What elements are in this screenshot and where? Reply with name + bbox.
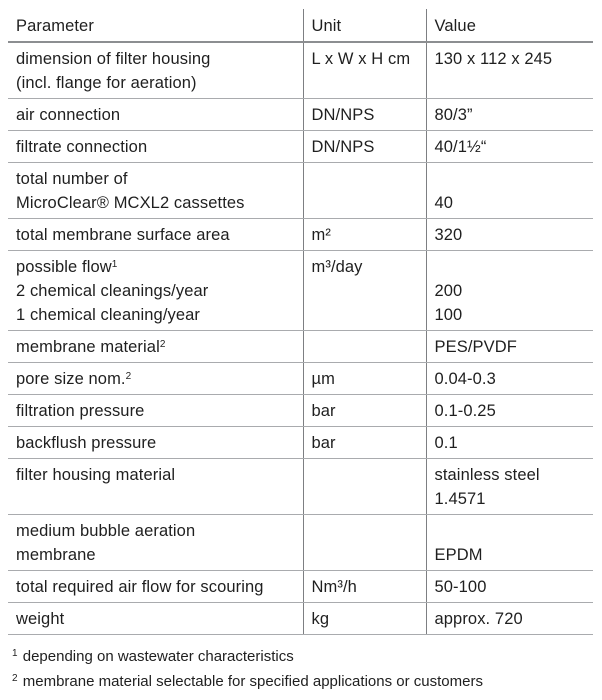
parameter-cell [8,395,303,427]
footnote-text: membrane material selectable for specified applications or customers [22,673,483,690]
unit-cell [303,42,426,99]
cell-text: kg [311,610,330,628]
table-row [8,99,593,131]
cell-line [16,167,297,191]
cell-text: bar [311,402,336,420]
parameter-cell [8,99,303,131]
table-row [8,219,593,251]
unit-cell [303,515,426,571]
cell-text: MicroClear® MCXL2 cassettes [16,194,245,212]
cell-text: air connection [16,106,121,124]
cell-line [16,519,297,543]
table-row [8,163,593,219]
cell-line [16,335,297,359]
cell-line [16,543,297,567]
cell-text: (incl. flange for aeration) [16,74,197,92]
footnote-reference: 1 [111,259,118,270]
cell-line [16,303,297,327]
unit-cell [303,395,426,427]
unit-cell [303,427,426,459]
cell-line [435,47,588,71]
parameter-cell [8,251,303,331]
cell-text: dimension of filter housing [16,50,211,68]
unit-cell [303,459,426,515]
cell-line [435,103,588,127]
cell-line [16,607,297,631]
cell-text: 320 [434,226,463,244]
value-cell [426,331,593,363]
cell-line [435,399,588,423]
cell-text: 100 [434,306,463,324]
parameter-cell [8,459,303,515]
cell-text: 0.1 [434,434,458,452]
parameter-cell [8,571,303,603]
cell-line [312,47,420,71]
value-cell [426,251,593,331]
cell-line [312,103,420,127]
cell-text: 40 [434,194,454,212]
unit-cell [303,99,426,131]
cell-line [16,103,297,127]
parameter-cell [8,219,303,251]
cell-text: 80/3” [434,106,473,124]
cell-line [435,487,588,511]
cell-line [16,191,297,215]
unit-cell [303,251,426,331]
cell-text: bar [311,434,336,452]
cell-line [16,399,297,423]
value-cell [426,459,593,515]
header-parameter: Parameter [8,9,303,42]
cell-line [435,255,588,279]
cell-text: possible flow [16,258,112,276]
parameter-cell [8,427,303,459]
table-row [8,571,593,603]
cell-text: 40/1½“ [434,138,487,156]
footnote-text: depending on wastewater characteristics [22,648,294,665]
unit-cell [303,163,426,219]
cell-line [435,519,588,543]
value-cell [426,363,593,395]
cell-line [435,135,588,159]
cell-line [435,167,588,191]
table-header-row [8,9,593,42]
cell-line [312,367,420,391]
cell-text: DN/NPS [311,138,375,156]
cell-text: m² [311,226,331,244]
cell-text: 200 [434,282,463,300]
cell-line [312,135,420,159]
cell-text: L x W x H cm [311,50,411,68]
cell-text: 130 x 112 x 245 [434,50,553,68]
table-row [8,395,593,427]
cell-text: pore size nom. [16,370,126,388]
table-row [8,603,593,635]
cell-text: total required air flow for scouring [16,578,264,596]
table-row [8,131,593,163]
cell-text: membrane [16,546,96,564]
parameter-cell [8,42,303,99]
cell-text: DN/NPS [311,106,375,124]
table-row [8,331,593,363]
table-row [8,42,593,99]
table-row [8,515,593,571]
cell-line [435,223,588,247]
cell-text: approx. 720 [434,610,523,628]
table-row [8,363,593,395]
cell-text: weight [16,610,65,628]
value-cell [426,427,593,459]
parameter-cell [8,363,303,395]
specification-table [8,9,593,635]
cell-line [312,223,420,247]
cell-line [435,191,588,215]
cell-text: total membrane surface area [16,226,230,244]
cell-text: filtration pressure [16,402,145,420]
cell-line [435,607,588,631]
parameter-cell [8,515,303,571]
cell-line [16,47,297,71]
value-cell [426,131,593,163]
unit-cell [303,571,426,603]
value-cell [426,515,593,571]
cell-line [16,463,297,487]
footnote-marker: 1 [12,648,18,659]
cell-line [16,367,297,391]
value-cell [426,603,593,635]
header-unit: Unit [303,9,426,42]
table-body [8,42,593,635]
cell-line [16,431,297,455]
parameter-cell [8,603,303,635]
cell-text: 1 chemical cleaning/year [16,306,200,324]
parameter-cell [8,331,303,363]
cell-text: 0.04-0.3 [434,370,496,388]
table-row [8,251,593,331]
cell-text: m³/day [311,258,363,276]
footnote-reference: 2 [159,339,166,350]
cell-text: µm [311,370,335,388]
cell-text: stainless steel [434,466,540,484]
cell-text: 2 chemical cleanings/year [16,282,209,300]
cell-text: total number of [16,170,128,188]
parameter-cell [8,131,303,163]
cell-text: medium bubble aeration [16,522,196,540]
cell-line [435,303,588,327]
footnote-1 [12,644,597,669]
cell-text: Nm³/h [311,578,357,596]
cell-line [435,335,588,359]
footnote-marker: 2 [12,673,18,684]
cell-line [16,71,297,95]
cell-text: filter housing material [16,466,176,484]
cell-text: 0.1-0.25 [434,402,496,420]
cell-line [435,431,588,455]
parameter-cell [8,163,303,219]
footnotes [12,644,597,694]
unit-cell [303,219,426,251]
value-cell [426,99,593,131]
cell-line [435,279,588,303]
cell-text: 50-100 [434,578,487,596]
cell-text: EPDM [434,546,483,564]
cell-text: 1.4571 [434,490,486,508]
cell-line [16,255,297,279]
cell-line [435,463,588,487]
value-cell [426,42,593,99]
cell-line [312,399,420,423]
cell-text: membrane material [16,338,160,356]
table-row [8,459,593,515]
unit-cell [303,131,426,163]
cell-text: filtrate connection [16,138,148,156]
cell-line [312,575,420,599]
cell-text: backflush pressure [16,434,157,452]
cell-line [16,575,297,599]
value-cell [426,395,593,427]
unit-cell [303,603,426,635]
unit-cell [303,363,426,395]
value-cell [426,163,593,219]
cell-line [16,223,297,247]
cell-line [312,255,420,279]
header-value: Value [426,9,593,42]
footnote-reference: 2 [125,371,132,382]
cell-line [16,135,297,159]
cell-line [312,431,420,455]
footnote-2 [12,669,597,694]
cell-line [435,367,588,391]
cell-line [435,575,588,599]
cell-line [312,607,420,631]
unit-cell [303,331,426,363]
cell-line [16,279,297,303]
cell-line [435,543,588,567]
value-cell [426,219,593,251]
cell-text: PES/PVDF [434,338,517,356]
value-cell [426,571,593,603]
table-row [8,427,593,459]
